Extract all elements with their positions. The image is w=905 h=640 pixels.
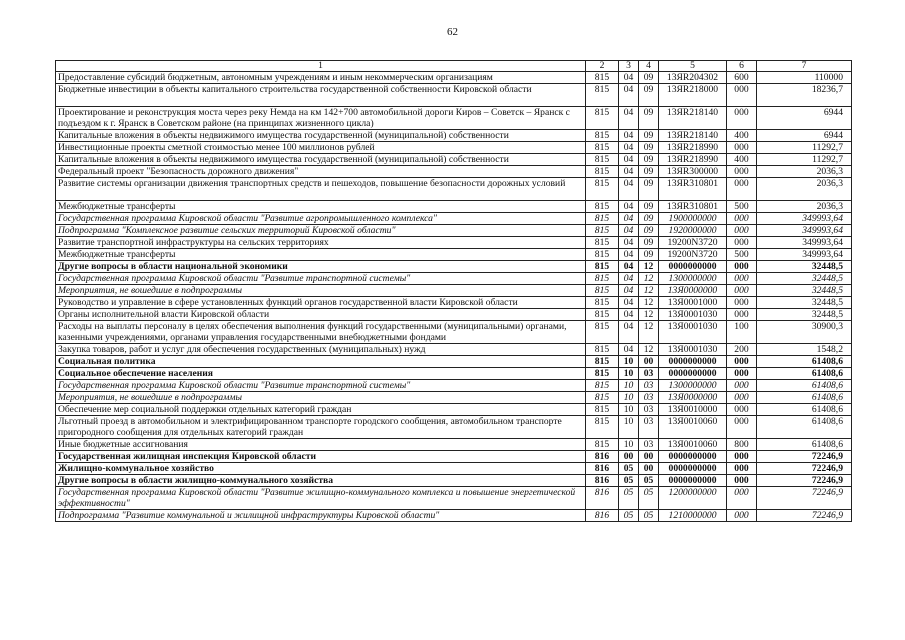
row-name-cell: Межбюджетные трансферты xyxy=(56,201,586,213)
amount-cell: 32448,5 xyxy=(757,309,852,321)
admin-code-cell: 815 xyxy=(586,321,619,344)
expense-type-cell: 000 xyxy=(727,261,757,273)
admin-code-cell: 815 xyxy=(586,309,619,321)
table-row xyxy=(56,297,852,309)
column-header: 5 xyxy=(659,61,727,72)
amount-cell: 61408,6 xyxy=(757,380,852,392)
subsection-cell: 00 xyxy=(639,463,659,475)
table-row xyxy=(56,130,852,142)
amount-cell: 72246,9 xyxy=(757,451,852,463)
amount-cell: 72246,9 xyxy=(757,510,852,522)
table-row xyxy=(56,404,852,416)
admin-code-cell: 815 xyxy=(586,166,619,178)
table-row xyxy=(56,321,852,344)
target-article-cell: 0000000000 xyxy=(659,261,727,273)
subsection-cell: 03 xyxy=(639,404,659,416)
row-name-cell: Федеральный проект "Безопасность дорожного движения" xyxy=(56,166,586,178)
admin-code-cell: 815 xyxy=(586,356,619,368)
section-cell: 04 xyxy=(619,309,639,321)
section-cell: 04 xyxy=(619,142,639,154)
row-name-cell: Другие вопросы в области жилищно-коммунального хозяйства xyxy=(56,475,586,487)
table-row xyxy=(56,237,852,249)
row-name-cell: Инвестиционные проекты сметной стоимостью менее 100 миллионов рублей xyxy=(56,142,586,154)
admin-code-cell: 815 xyxy=(586,154,619,166)
section-cell: 04 xyxy=(619,249,639,261)
amount-cell: 72246,9 xyxy=(757,463,852,475)
table-row xyxy=(56,84,852,107)
admin-code-cell: 815 xyxy=(586,84,619,107)
expense-type-cell: 500 xyxy=(727,249,757,261)
subsection-cell: 00 xyxy=(639,356,659,368)
target-article-cell: 13ЯR204302 xyxy=(659,72,727,84)
admin-code-cell: 816 xyxy=(586,451,619,463)
target-article-cell: 13ЯR218000 xyxy=(659,84,727,107)
section-cell: 05 xyxy=(619,475,639,487)
target-article-cell: 13ЯR218140 xyxy=(659,107,727,130)
expense-type-cell: 000 xyxy=(727,510,757,522)
section-cell: 10 xyxy=(619,392,639,404)
subsection-cell: 05 xyxy=(639,487,659,510)
expense-type-cell: 200 xyxy=(727,344,757,356)
subsection-cell: 03 xyxy=(639,368,659,380)
expense-type-cell: 000 xyxy=(727,166,757,178)
admin-code-cell: 815 xyxy=(586,392,619,404)
target-article-cell: 13Я0010000 xyxy=(659,404,727,416)
target-article-cell: 0000000000 xyxy=(659,475,727,487)
row-name-cell: Бюджетные инвестиции в объекты капитального строительства государственной собственности Кировской области xyxy=(56,84,586,107)
column-header: 4 xyxy=(639,61,659,72)
target-article-cell: 13Я0000000 xyxy=(659,285,727,297)
table-row xyxy=(56,344,852,356)
row-name-cell: Другие вопросы в области национальной экономики xyxy=(56,261,586,273)
admin-code-cell: 815 xyxy=(586,72,619,84)
table-row xyxy=(56,285,852,297)
admin-code-cell: 815 xyxy=(586,249,619,261)
section-cell: 04 xyxy=(619,72,639,84)
subsection-cell: 12 xyxy=(639,309,659,321)
amount-cell: 2036,3 xyxy=(757,201,852,213)
target-article-cell: 13ЯR310801 xyxy=(659,201,727,213)
section-cell: 04 xyxy=(619,285,639,297)
section-cell: 04 xyxy=(619,321,639,344)
amount-cell: 32448,5 xyxy=(757,285,852,297)
expense-type-cell: 000 xyxy=(727,285,757,297)
amount-cell: 61408,6 xyxy=(757,416,852,439)
section-cell: 04 xyxy=(619,225,639,237)
target-article-cell: 13Я0001030 xyxy=(659,321,727,344)
expense-type-cell: 000 xyxy=(727,297,757,309)
table-row xyxy=(56,416,852,439)
expense-type-cell: 000 xyxy=(727,356,757,368)
page-number: 62 xyxy=(447,26,458,38)
row-name-cell: Капитальные вложения в объекты недвижимого имущества государственной (муниципальной) собственности xyxy=(56,130,586,142)
expense-type-cell: 000 xyxy=(727,416,757,439)
amount-cell: 349993,64 xyxy=(757,237,852,249)
admin-code-cell: 815 xyxy=(586,130,619,142)
expense-type-cell: 000 xyxy=(727,392,757,404)
target-article-cell: 13ЯR300000 xyxy=(659,166,727,178)
expense-type-cell: 000 xyxy=(727,380,757,392)
expense-type-cell: 000 xyxy=(727,213,757,225)
expense-type-cell: 000 xyxy=(727,475,757,487)
section-cell: 04 xyxy=(619,344,639,356)
table-row xyxy=(56,487,852,510)
section-cell: 10 xyxy=(619,404,639,416)
target-article-cell: 13Я0000000 xyxy=(659,392,727,404)
expense-type-cell: 000 xyxy=(727,487,757,510)
admin-code-cell: 815 xyxy=(586,297,619,309)
column-header: 7 xyxy=(757,61,852,72)
subsection-cell: 05 xyxy=(639,510,659,522)
table-row xyxy=(56,261,852,273)
section-cell: 00 xyxy=(619,451,639,463)
admin-code-cell: 815 xyxy=(586,380,619,392)
amount-cell: 110000 xyxy=(757,72,852,84)
amount-cell: 349993,64 xyxy=(757,249,852,261)
amount-cell: 72246,9 xyxy=(757,487,852,510)
expense-type-cell: 000 xyxy=(727,225,757,237)
admin-code-cell: 816 xyxy=(586,487,619,510)
row-name-cell: Развитие системы организации движения транспортных средств и пешеходов, повышение безопасности дорожных условий xyxy=(56,178,586,201)
subsection-cell: 09 xyxy=(639,201,659,213)
row-name-cell: Иные бюджетные ассигнования xyxy=(56,439,586,451)
row-name-cell: Государственная программа Кировской области "Развитие агропромышленного комплекса" xyxy=(56,213,586,225)
target-article-cell: 0000000000 xyxy=(659,356,727,368)
admin-code-cell: 816 xyxy=(586,510,619,522)
amount-cell: 11292,7 xyxy=(757,142,852,154)
table-row xyxy=(56,154,852,166)
target-article-cell: 13ЯR310801 xyxy=(659,178,727,201)
table-row xyxy=(56,380,852,392)
target-article-cell: 13ЯR218140 xyxy=(659,130,727,142)
section-cell: 05 xyxy=(619,463,639,475)
expense-type-cell: 400 xyxy=(727,154,757,166)
admin-code-cell: 815 xyxy=(586,142,619,154)
row-name-cell: Обеспечение мер социальной поддержки отдельных категорий граждан xyxy=(56,404,586,416)
expense-type-cell: 000 xyxy=(727,273,757,285)
row-name-cell: Предоставление субсидий бюджетным, автономным учреждениям и иным некоммерческим организациям xyxy=(56,72,586,84)
amount-cell: 32448,5 xyxy=(757,273,852,285)
subsection-cell: 12 xyxy=(639,344,659,356)
table-row xyxy=(56,213,852,225)
table-body xyxy=(56,61,852,522)
section-cell: 04 xyxy=(619,201,639,213)
subsection-cell: 09 xyxy=(639,142,659,154)
column-header: 3 xyxy=(619,61,639,72)
expense-type-cell: 600 xyxy=(727,72,757,84)
section-cell: 04 xyxy=(619,178,639,201)
admin-code-cell: 815 xyxy=(586,344,619,356)
table-row xyxy=(56,273,852,285)
column-header: 6 xyxy=(727,61,757,72)
subsection-cell: 09 xyxy=(639,130,659,142)
admin-code-cell: 815 xyxy=(586,237,619,249)
section-cell: 10 xyxy=(619,356,639,368)
subsection-cell: 09 xyxy=(639,213,659,225)
table-row xyxy=(56,309,852,321)
admin-code-cell: 815 xyxy=(586,273,619,285)
subsection-cell: 09 xyxy=(639,237,659,249)
row-name-cell: Проектирование и реконструкция моста через реку Немда на км 142+700 автомобильной дороги Киров – Советск – Яранск с подъездом к г. Яранск в Советском районе (на принципах жизненного цикла) xyxy=(56,107,586,130)
subsection-cell: 09 xyxy=(639,154,659,166)
row-name-cell: Подпрограмма "Развитие коммунальной и жилищной инфраструктуры Кировской области" xyxy=(56,510,586,522)
target-article-cell: 13Я0001000 xyxy=(659,297,727,309)
table-row xyxy=(56,463,852,475)
target-article-cell: 0000000000 xyxy=(659,463,727,475)
expense-type-cell: 800 xyxy=(727,439,757,451)
amount-cell: 2036,3 xyxy=(757,178,852,201)
table-row xyxy=(56,249,852,261)
amount-cell: 11292,7 xyxy=(757,154,852,166)
expense-type-cell: 000 xyxy=(727,309,757,321)
row-name-cell: Государственная программа Кировской области "Развитие жилищно-коммунального комплекса и повышение энергетической эффективности" xyxy=(56,487,586,510)
row-name-cell: Государственная жилищная инспекция Кировской области xyxy=(56,451,586,463)
section-cell: 04 xyxy=(619,261,639,273)
expense-type-cell: 100 xyxy=(727,321,757,344)
subsection-cell: 09 xyxy=(639,166,659,178)
table-row xyxy=(56,475,852,487)
column-header: 1 xyxy=(56,61,586,72)
section-cell: 04 xyxy=(619,166,639,178)
amount-cell: 349993,64 xyxy=(757,225,852,237)
section-cell: 05 xyxy=(619,510,639,522)
section-cell: 04 xyxy=(619,213,639,225)
row-name-cell: Капитальные вложения в объекты недвижимого имущества государственной (муниципальной) собственности xyxy=(56,154,586,166)
section-cell: 04 xyxy=(619,130,639,142)
table-row xyxy=(56,510,852,522)
amount-cell: 32448,5 xyxy=(757,261,852,273)
section-cell: 04 xyxy=(619,237,639,249)
subsection-cell: 12 xyxy=(639,285,659,297)
row-name-cell: Мероприятия, не вошедшие в подпрограммы xyxy=(56,285,586,297)
amount-cell: 61408,6 xyxy=(757,392,852,404)
row-name-cell: Льготный проезд в автомобильном и электрифицированном транспорте городского сообщения, автомобильном транспорте пригородного сообщения для отдельных категорий граждан xyxy=(56,416,586,439)
subsection-cell: 09 xyxy=(639,107,659,130)
subsection-cell: 00 xyxy=(639,451,659,463)
table-row xyxy=(56,201,852,213)
table-row xyxy=(56,166,852,178)
target-article-cell: 0000000000 xyxy=(659,451,727,463)
table-row xyxy=(56,107,852,130)
expense-type-cell: 000 xyxy=(727,237,757,249)
budget-table xyxy=(55,60,852,522)
subsection-cell: 03 xyxy=(639,416,659,439)
amount-cell: 6944 xyxy=(757,107,852,130)
admin-code-cell: 815 xyxy=(586,368,619,380)
column-header: 2 xyxy=(586,61,619,72)
target-article-cell: 1200000000 xyxy=(659,487,727,510)
subsection-cell: 03 xyxy=(639,439,659,451)
admin-code-cell: 815 xyxy=(586,178,619,201)
section-cell: 10 xyxy=(619,368,639,380)
admin-code-cell: 815 xyxy=(586,404,619,416)
subsection-cell: 03 xyxy=(639,392,659,404)
target-article-cell: 1920000000 xyxy=(659,225,727,237)
expense-type-cell: 000 xyxy=(727,178,757,201)
expense-type-cell: 000 xyxy=(727,368,757,380)
admin-code-cell: 815 xyxy=(586,439,619,451)
amount-cell: 61408,6 xyxy=(757,404,852,416)
subsection-cell: 09 xyxy=(639,84,659,107)
table-header-row xyxy=(56,61,852,72)
target-article-cell: 13ЯR218990 xyxy=(659,142,727,154)
subsection-cell: 09 xyxy=(639,249,659,261)
section-cell: 10 xyxy=(619,439,639,451)
amount-cell: 30900,3 xyxy=(757,321,852,344)
table-row xyxy=(56,392,852,404)
admin-code-cell: 815 xyxy=(586,107,619,130)
row-name-cell: Мероприятия, не вошедшие в подпрограммы xyxy=(56,392,586,404)
expense-type-cell: 500 xyxy=(727,201,757,213)
target-article-cell: 1210000000 xyxy=(659,510,727,522)
admin-code-cell: 816 xyxy=(586,475,619,487)
target-article-cell: 1300000000 xyxy=(659,273,727,285)
subsection-cell: 12 xyxy=(639,321,659,344)
row-name-cell: Социальная политика xyxy=(56,356,586,368)
subsection-cell: 03 xyxy=(639,380,659,392)
target-article-cell: 13Я0010060 xyxy=(659,416,727,439)
table-row xyxy=(56,368,852,380)
admin-code-cell: 815 xyxy=(586,285,619,297)
amount-cell: 2036,3 xyxy=(757,166,852,178)
target-article-cell: 13Я0010060 xyxy=(659,439,727,451)
target-article-cell: 19200N3720 xyxy=(659,237,727,249)
subsection-cell: 12 xyxy=(639,297,659,309)
expense-type-cell: 400 xyxy=(727,130,757,142)
row-name-cell: Руководство и управление в сфере установленных функций органов государственной власти Кировской области xyxy=(56,297,586,309)
amount-cell: 349993,64 xyxy=(757,213,852,225)
section-cell: 10 xyxy=(619,380,639,392)
expense-type-cell: 000 xyxy=(727,451,757,463)
subsection-cell: 09 xyxy=(639,72,659,84)
section-cell: 05 xyxy=(619,487,639,510)
expense-type-cell: 000 xyxy=(727,84,757,107)
table-row xyxy=(56,451,852,463)
amount-cell: 18236,7 xyxy=(757,84,852,107)
amount-cell: 61408,6 xyxy=(757,368,852,380)
amount-cell: 72246,9 xyxy=(757,475,852,487)
table-row xyxy=(56,439,852,451)
subsection-cell: 09 xyxy=(639,178,659,201)
row-name-cell: Расходы на выплаты персоналу в целях обеспечения выполнения функций государственными (муниципальными) органами, казенными учреждениями, органами управления государственными внебюджетными фондами xyxy=(56,321,586,344)
row-name-cell: Жилищно-коммунальное хозяйство xyxy=(56,463,586,475)
expense-type-cell: 000 xyxy=(727,107,757,130)
admin-code-cell: 815 xyxy=(586,225,619,237)
target-article-cell: 19200N3720 xyxy=(659,249,727,261)
subsection-cell: 12 xyxy=(639,273,659,285)
amount-cell: 1548,2 xyxy=(757,344,852,356)
table-row xyxy=(56,225,852,237)
row-name-cell: Развитие транспортной инфраструктуры на сельских территориях xyxy=(56,237,586,249)
subsection-cell: 05 xyxy=(639,475,659,487)
admin-code-cell: 815 xyxy=(586,261,619,273)
admin-code-cell: 815 xyxy=(586,213,619,225)
target-article-cell: 13Я0001030 xyxy=(659,309,727,321)
expense-type-cell: 000 xyxy=(727,142,757,154)
row-name-cell: Государственная программа Кировской области "Развитие транспортной системы" xyxy=(56,273,586,285)
amount-cell: 32448,5 xyxy=(757,297,852,309)
section-cell: 10 xyxy=(619,416,639,439)
table-row xyxy=(56,72,852,84)
row-name-cell: Подпрограмма "Комплексное развитие сельских территорий Кировской области" xyxy=(56,225,586,237)
expense-type-cell: 000 xyxy=(727,463,757,475)
section-cell: 04 xyxy=(619,154,639,166)
amount-cell: 61408,6 xyxy=(757,439,852,451)
table-row xyxy=(56,142,852,154)
target-article-cell: 0000000000 xyxy=(659,368,727,380)
admin-code-cell: 815 xyxy=(586,416,619,439)
subsection-cell: 12 xyxy=(639,261,659,273)
amount-cell: 61408,6 xyxy=(757,356,852,368)
admin-code-cell: 816 xyxy=(586,463,619,475)
row-name-cell: Государственная программа Кировской области "Развитие транспортной системы" xyxy=(56,380,586,392)
row-name-cell: Межбюджетные трансферты xyxy=(56,249,586,261)
target-article-cell: 13ЯR218990 xyxy=(659,154,727,166)
subsection-cell: 09 xyxy=(639,225,659,237)
section-cell: 04 xyxy=(619,107,639,130)
section-cell: 04 xyxy=(619,84,639,107)
section-cell: 04 xyxy=(619,297,639,309)
target-article-cell: 13Я0001030 xyxy=(659,344,727,356)
section-cell: 04 xyxy=(619,273,639,285)
admin-code-cell: 815 xyxy=(586,201,619,213)
target-article-cell: 1900000000 xyxy=(659,213,727,225)
row-name-cell: Органы исполнительной власти Кировской области xyxy=(56,309,586,321)
table-row xyxy=(56,178,852,201)
row-name-cell: Социальное обеспечение населения xyxy=(56,368,586,380)
table-row xyxy=(56,356,852,368)
expense-type-cell: 000 xyxy=(727,404,757,416)
row-name-cell: Закупка товаров, работ и услуг для обеспечения государственных (муниципальных) нужд xyxy=(56,344,586,356)
target-article-cell: 1300000000 xyxy=(659,380,727,392)
amount-cell: 6944 xyxy=(757,130,852,142)
